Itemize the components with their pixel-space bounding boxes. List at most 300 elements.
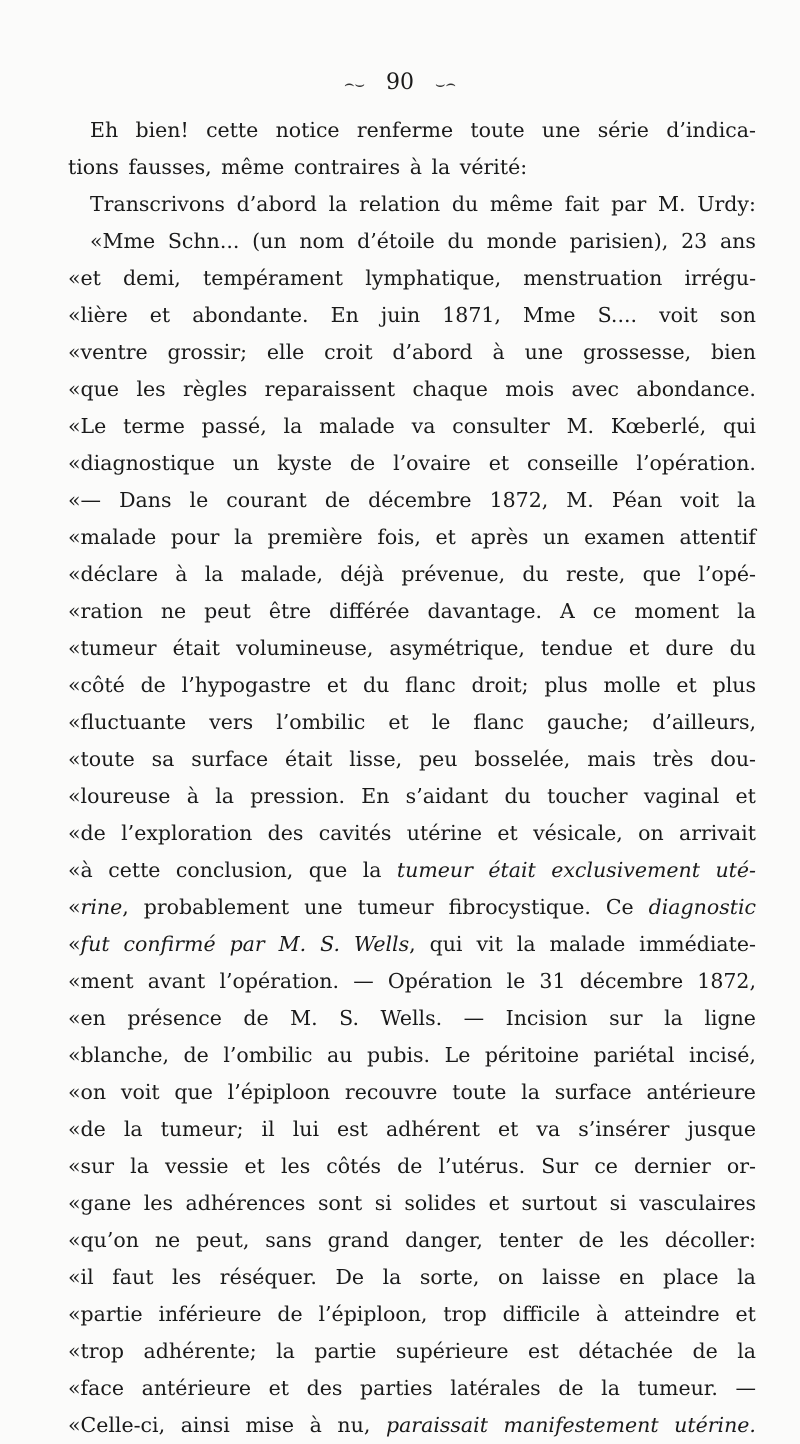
word: adhérente;	[143, 1339, 257, 1363]
word: «toute	[68, 747, 135, 771]
word: mise	[245, 1413, 294, 1437]
word: nom	[299, 229, 345, 253]
word: antérieure	[141, 1376, 252, 1400]
word: était	[285, 747, 333, 771]
word: d’indica-	[666, 118, 756, 142]
word: de	[692, 1339, 718, 1363]
word: 1872,	[489, 488, 549, 512]
word: —	[735, 1376, 756, 1400]
word: immédiate-	[639, 932, 756, 956]
word: 31	[539, 969, 566, 993]
word: de	[558, 1376, 584, 1400]
word: «diagnostique	[68, 451, 215, 475]
word: même	[221, 155, 285, 179]
word: au	[327, 1043, 353, 1067]
text-line	[68, 1111, 756, 1148]
word: sa	[151, 747, 175, 771]
word: de	[578, 1228, 604, 1252]
word: d’abord	[236, 192, 317, 216]
word: et	[435, 525, 456, 549]
word: bosselée,	[474, 747, 571, 771]
word: pubis.	[367, 1043, 431, 1067]
word: mais	[587, 747, 636, 771]
word: très	[652, 747, 694, 771]
word: tumeur	[396, 858, 473, 882]
word: examen	[584, 525, 665, 549]
word: surface	[554, 1080, 632, 1104]
text-line	[68, 1148, 756, 1185]
word: une	[524, 340, 564, 364]
word: antérieure	[646, 1080, 756, 1104]
word: «ment	[68, 969, 134, 993]
word: «en	[68, 1006, 106, 1030]
word: conclusion,	[175, 858, 294, 882]
word: était	[172, 636, 220, 660]
word: sans	[265, 1228, 312, 1252]
word: grossesse,	[582, 340, 692, 364]
word: dure	[665, 636, 714, 660]
word: Eh	[90, 118, 119, 142]
word: attentif	[679, 525, 756, 549]
word: cette	[206, 118, 259, 142]
word: surface	[191, 747, 269, 771]
word: cette	[108, 858, 161, 882]
text-line	[68, 593, 756, 630]
word: prévenue,	[401, 562, 506, 586]
text-line	[68, 556, 756, 593]
word: terme	[123, 414, 185, 438]
word: côtés	[326, 1154, 382, 1178]
word: règles	[183, 377, 248, 401]
word: des	[267, 821, 304, 845]
word: place	[663, 1265, 719, 1289]
word: ligne	[704, 1006, 756, 1030]
word: la	[328, 192, 348, 216]
word: irrégu-	[684, 266, 756, 290]
word: paraissait	[385, 1413, 488, 1437]
word: et	[488, 1191, 510, 1215]
word: de	[349, 451, 376, 475]
word: diagnostic	[648, 895, 756, 919]
word: 1872,	[697, 969, 756, 993]
word: volumineuse,	[235, 636, 374, 660]
word: «déclare	[68, 562, 158, 586]
word: vasculaires	[639, 1191, 756, 1215]
word: Incision	[505, 1006, 588, 1030]
word: présence	[127, 1006, 222, 1030]
word: avant	[147, 969, 206, 993]
word: M.	[566, 414, 595, 438]
word: adhérent	[385, 1117, 480, 1141]
word: Kœberlé,	[610, 414, 707, 438]
word: son	[719, 303, 756, 327]
word: tempérament	[202, 266, 344, 290]
word: Transcrivons	[90, 192, 225, 216]
word: S....	[597, 303, 637, 327]
word: mois	[505, 377, 555, 401]
text-line	[68, 223, 756, 260]
right-ornament-icon: ⌣⌢	[435, 74, 457, 93]
word: vers	[209, 710, 254, 734]
word: pariétal	[593, 1043, 675, 1067]
word: «il	[68, 1265, 94, 1289]
word: parties	[360, 1376, 433, 1400]
word: l’utérus.	[438, 1154, 526, 1178]
word: l’exploration	[121, 821, 253, 845]
word: si	[609, 1191, 627, 1215]
word: probablement	[143, 895, 290, 919]
word: chaque	[412, 377, 488, 401]
word: d’étoile	[357, 229, 435, 253]
word: «gane	[68, 1191, 132, 1215]
text-line	[68, 149, 756, 186]
word: «lière	[68, 303, 128, 327]
word: l’épiploon,	[318, 1302, 428, 1326]
word: la	[737, 599, 756, 623]
word: tumeur.	[637, 1376, 718, 1400]
word: peu	[418, 747, 458, 771]
word: jusque	[687, 1117, 756, 1141]
word: un	[232, 451, 260, 475]
word: «à	[68, 858, 93, 882]
word: de	[324, 488, 351, 512]
word: «de	[68, 821, 106, 845]
text-line	[68, 630, 756, 667]
text-line	[68, 445, 756, 482]
word: fait	[564, 192, 600, 216]
word: M.	[566, 488, 594, 512]
word: utérine	[406, 821, 483, 845]
text-line	[68, 482, 756, 519]
word: du	[522, 562, 549, 586]
word: nu,	[337, 1413, 371, 1437]
word: être	[268, 599, 312, 623]
word: menstruation	[523, 266, 663, 290]
word: ainsi	[180, 1413, 230, 1437]
text-line	[68, 408, 756, 445]
word: uté-	[715, 858, 756, 882]
word: sur	[609, 1006, 643, 1030]
word: les	[143, 1191, 173, 1215]
word: peut	[204, 599, 251, 623]
text-line	[68, 334, 756, 371]
word: voit	[680, 488, 720, 512]
word: que	[174, 1080, 213, 1104]
word: toute	[470, 118, 525, 142]
word: (un	[252, 229, 287, 253]
word: flanc	[473, 710, 524, 734]
word: tendue	[540, 636, 613, 660]
word: on	[638, 821, 664, 845]
word: tions	[68, 155, 119, 179]
word: du	[447, 229, 474, 253]
word: de	[277, 1302, 303, 1326]
word: arrivait	[678, 821, 756, 845]
word: des	[306, 1376, 343, 1400]
text-line	[68, 1222, 756, 1259]
word: S.	[320, 932, 340, 956]
text-line	[68, 297, 756, 334]
word: voit	[120, 1080, 160, 1104]
text-line	[68, 186, 756, 223]
word: la	[215, 784, 234, 808]
word: pression.	[250, 784, 345, 808]
word: et	[326, 673, 348, 697]
word: la	[234, 525, 253, 549]
text-line	[68, 112, 756, 149]
word: l’opération.	[636, 451, 756, 475]
word: surtout	[521, 1191, 598, 1215]
word: ne	[160, 599, 187, 623]
word: un	[543, 525, 570, 549]
word: S.	[339, 1006, 359, 1030]
word: Le	[444, 1043, 471, 1067]
word: —	[463, 1006, 485, 1030]
word: du	[363, 673, 390, 697]
word: peut,	[196, 1228, 250, 1252]
word: renferme	[356, 118, 454, 142]
word: l’ovaire	[393, 451, 471, 475]
word: s’aidant	[405, 784, 489, 808]
word: avec	[571, 377, 619, 401]
word: vessie	[165, 1154, 229, 1178]
word: même	[489, 192, 554, 216]
word: «rine,	[68, 895, 129, 919]
word: cavités	[318, 821, 392, 845]
word: «trop	[68, 1339, 125, 1363]
word: «face	[68, 1376, 124, 1400]
word: plus	[544, 673, 588, 697]
word: la	[130, 1154, 149, 1178]
word: première	[267, 525, 363, 549]
word: abondante.	[192, 303, 309, 327]
word: dernier	[634, 1154, 711, 1178]
text-line	[68, 852, 756, 889]
word: et	[735, 784, 756, 808]
word: passé,	[201, 414, 267, 438]
word: «partie	[68, 1302, 143, 1326]
word: du	[504, 784, 531, 808]
text-line	[68, 1000, 756, 1037]
text-line	[68, 1259, 756, 1296]
word: les	[619, 1228, 649, 1252]
word: et	[628, 636, 650, 660]
word: «côté	[68, 673, 125, 697]
word: sorte,	[419, 1265, 480, 1289]
word: tumeur;	[160, 1117, 244, 1141]
word: décoller:	[664, 1228, 756, 1252]
word: toute	[452, 1080, 507, 1104]
word: et	[676, 673, 697, 697]
word: la	[737, 1265, 756, 1289]
word: et	[244, 1154, 265, 1178]
word: l’ombilic	[276, 710, 366, 734]
word: lui	[292, 1117, 320, 1141]
word: —	[353, 969, 374, 993]
word: contraires	[293, 155, 401, 179]
word: du	[451, 192, 479, 216]
word: la	[362, 858, 382, 882]
word: du	[729, 636, 756, 660]
text-line	[68, 1037, 756, 1074]
word: plus	[712, 673, 756, 697]
word: danger,	[405, 1228, 483, 1252]
word: de	[397, 1154, 423, 1178]
word: confirmé	[123, 932, 216, 956]
word: va	[536, 1117, 561, 1141]
word: «loureuse	[68, 784, 171, 808]
word: à	[492, 340, 505, 364]
word: l’opé-	[698, 562, 756, 586]
word: par	[611, 192, 647, 216]
word: différée	[329, 599, 410, 623]
word: «on	[68, 1080, 107, 1104]
word: solides	[404, 1191, 477, 1215]
word: la	[516, 932, 536, 956]
word: exclusivement	[551, 858, 700, 882]
word: et	[498, 1117, 519, 1141]
word: bien	[710, 340, 756, 364]
word: manifestement	[503, 1413, 659, 1437]
text-line	[68, 260, 756, 297]
word: reparaissent	[264, 377, 396, 401]
word: En	[361, 784, 390, 808]
page-header	[0, 70, 800, 97]
word: consulter	[452, 414, 550, 438]
word: et	[388, 710, 409, 734]
word: latérales	[450, 1376, 541, 1400]
word: M.	[278, 932, 307, 956]
word: reste,	[565, 562, 626, 586]
word: la	[521, 1080, 540, 1104]
word: l’opération.	[219, 969, 339, 993]
word: toucher	[547, 784, 628, 808]
word: Ce	[605, 895, 634, 919]
word: malade	[319, 414, 395, 438]
word: flanc	[405, 673, 456, 697]
word: est	[527, 1339, 559, 1363]
word: gauche;	[547, 710, 630, 734]
word: décembre	[579, 969, 684, 993]
word: d’ailleurs,	[652, 710, 756, 734]
word: «sur	[68, 1154, 115, 1178]
word: notice	[275, 118, 340, 142]
word: davantage.	[427, 599, 543, 623]
word: croit	[324, 340, 373, 364]
word: pour	[170, 525, 220, 549]
word: va	[411, 414, 436, 438]
word: or-	[726, 1154, 756, 1178]
word: moment	[634, 599, 720, 623]
word: kyste	[277, 451, 333, 475]
word: M.	[658, 192, 686, 216]
word: adhérences	[185, 1191, 306, 1215]
word: que	[642, 562, 682, 586]
text-line	[68, 704, 756, 741]
word: parisien),	[569, 229, 669, 253]
word: il	[261, 1117, 275, 1141]
word: incisé,	[688, 1043, 756, 1067]
word: «—	[68, 488, 102, 512]
word: conseille	[527, 451, 619, 475]
word: «Mme	[90, 229, 156, 253]
word: abondance.	[636, 377, 756, 401]
word: la	[204, 562, 224, 586]
text-line	[68, 1074, 756, 1111]
word: le	[189, 488, 209, 512]
word: on	[498, 1265, 524, 1289]
word: la	[382, 1265, 402, 1289]
word: Urdy:	[697, 192, 756, 216]
word: En	[330, 303, 359, 327]
word: vit	[476, 932, 503, 956]
text-line	[68, 1407, 756, 1444]
text-line	[68, 1296, 756, 1333]
word: 23	[681, 229, 708, 253]
word: 1871,	[442, 303, 501, 327]
word: de	[183, 1043, 209, 1067]
word: série	[597, 118, 649, 142]
word: ne	[154, 1228, 181, 1252]
word: demi,	[123, 266, 181, 290]
word: juin	[380, 303, 421, 327]
word: grand	[327, 1228, 390, 1252]
word: décembre	[368, 488, 472, 512]
page-body-text	[68, 112, 756, 1444]
word: à	[595, 1302, 609, 1326]
word: réséquer.	[219, 1265, 317, 1289]
word: le	[431, 710, 451, 734]
word: d’abord	[392, 340, 473, 364]
word: Schn...	[167, 229, 240, 253]
word: «tumeur	[68, 636, 157, 660]
word: fois,	[377, 525, 421, 549]
text-line	[68, 371, 756, 408]
word: «ration	[68, 599, 143, 623]
word: si	[374, 1191, 392, 1215]
word: atteindre	[624, 1302, 720, 1326]
word: Wells,	[353, 932, 416, 956]
word: elle	[266, 340, 305, 364]
word: fausses,	[128, 155, 212, 179]
word: fibrocystique.	[448, 895, 591, 919]
text-line	[68, 667, 756, 704]
word: vésicale,	[533, 821, 623, 845]
word: utérine.	[674, 1413, 756, 1437]
word: à	[175, 562, 188, 586]
word: laisse	[542, 1265, 601, 1289]
word: difficile	[502, 1302, 581, 1326]
word: la	[431, 155, 451, 179]
word: les	[172, 1265, 202, 1289]
word: et	[149, 303, 171, 327]
word: à	[309, 1413, 322, 1437]
word: voit	[659, 303, 698, 327]
word: vérité:	[459, 155, 528, 179]
text-line	[68, 778, 756, 815]
word: partie	[314, 1339, 377, 1363]
word: inférieure	[158, 1302, 262, 1326]
word: le	[506, 969, 526, 993]
word: la	[601, 1376, 620, 1400]
word: asymétrique,	[389, 636, 525, 660]
text-line	[68, 1333, 756, 1370]
word: s’insérer	[578, 1117, 670, 1141]
word: la	[123, 1117, 143, 1141]
word: ce	[592, 599, 617, 623]
page-number: 90	[386, 70, 414, 95]
word: droit;	[471, 673, 529, 697]
